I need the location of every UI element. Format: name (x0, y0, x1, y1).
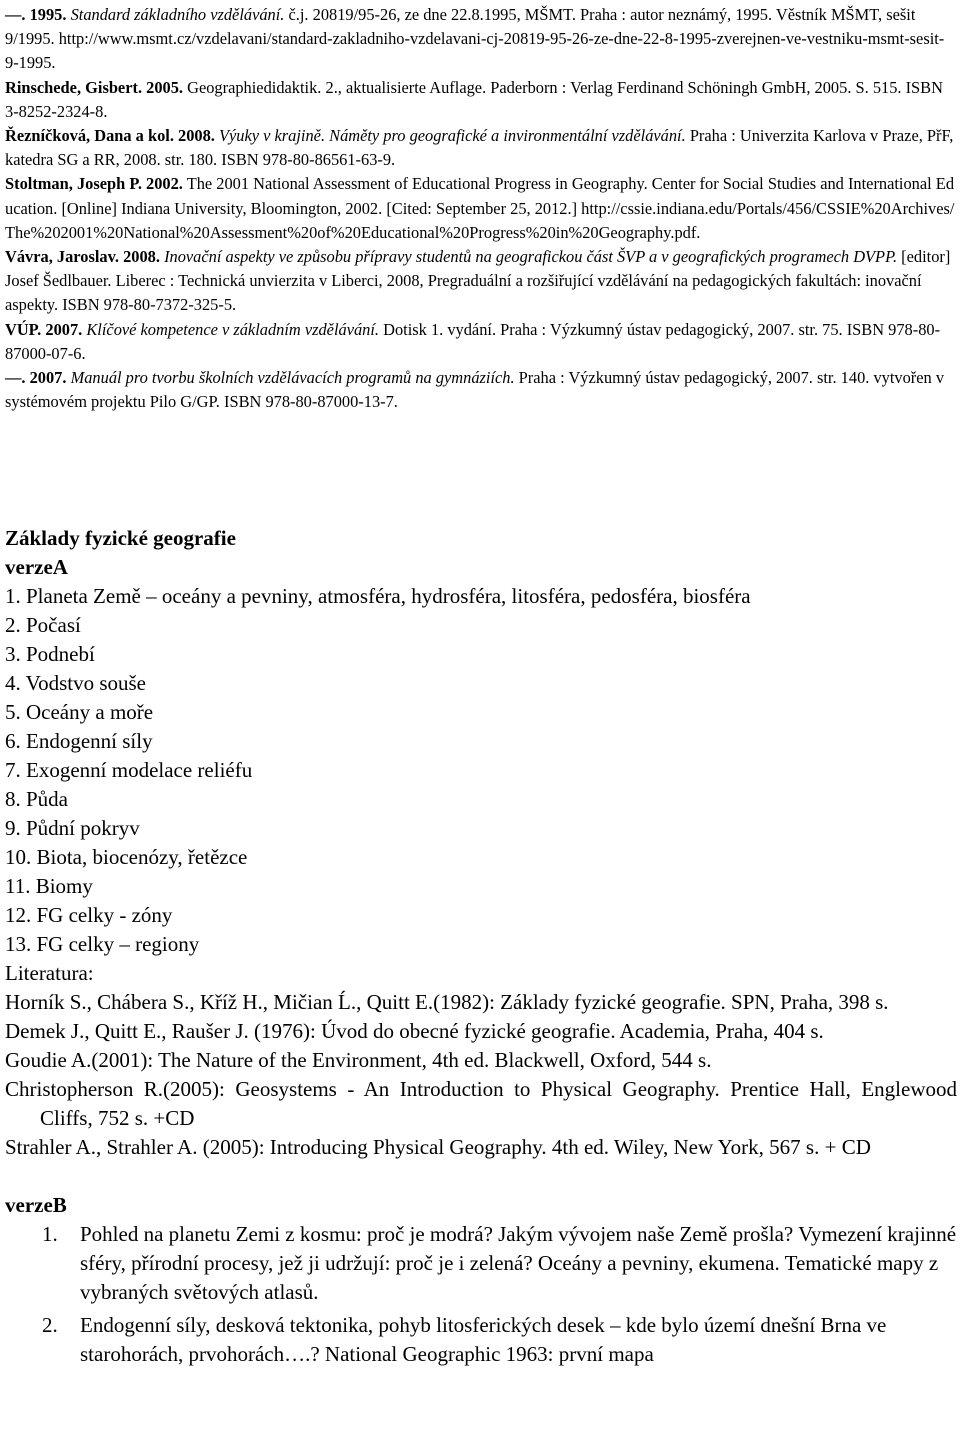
list-item (5, 1220, 957, 1307)
list-item-text: Pohled na planetu Zemi z kosmu: proč je modrá? Jakým vývojem naše Země prošla? Vymezení krajinné sféry, přírodní procesy, jež ji udržují: proč je i zelená? Oceány a pevniny, ekumena. Tematické mapy z vybraných světových atlasů. (80, 1222, 957, 1304)
reference-author: —. 2007. (5, 368, 67, 388)
literature-entry: Demek J., Quitt E., Raušer J. (1976): Úvod do obecné fyzické geografie. Academia, Praha, 404 s. (5, 1019, 824, 1043)
list-item: 2. Počasí (5, 613, 81, 637)
list-item: 3. Podnebí (5, 642, 95, 666)
literature-entry: Goudie A.(2001): The Nature of the Environment, 4th ed. Blackwell, Oxford, 544 s. (5, 1048, 712, 1072)
list-item: 13. FG celky – regiony (5, 932, 200, 956)
list-item: 11. Biomy (5, 874, 93, 898)
literature-list (5, 988, 957, 1162)
reference-author: Rinschede, Gisbert. 2005. (5, 77, 184, 97)
reference-details: Praha : Univerzita Karlova v Praze, PřF, katedra SG a RR, 2008. str. 180. ISBN 978-80-86561-63-9. (5, 126, 954, 170)
reference-title: Manuál pro tvorbu školních vzdělávacích programů na gymnáziích. (70, 368, 515, 388)
version-a-label: verzeA (5, 555, 68, 579)
topics-list-b (5, 1220, 957, 1369)
reference-title: Klíčové kompetence v základním vzdělávání. (86, 319, 380, 339)
literature-entry: Christopherson R.(2005): Geosystems - An Introduction to Physical Geography. Prentice Hall, Englewood Cliffs, 752 s. +CD (5, 1077, 957, 1130)
reference-author: —. 1995. (5, 5, 67, 24)
reference-author: Stoltman, Joseph P. 2002. (5, 174, 183, 194)
reference-details: The 2001 National Assessment of Educational Progress in Geography. Center for Social Studies and International Education. [Online] Indiana University, Bloomington, 2002. [Cited: September 25, 2012.] http://cssie.indiana.edu/Portals/456/CSSIE%20Archives/The%202001%20National%20Assessment%20of%20Educational%20Progress%20in%20Geography.pdf. (5, 174, 955, 242)
list-item: 4. Vodstvo souše (5, 671, 147, 695)
literature-entry: Strahler A., Strahler A. (2005): Introducing Physical Geography. 4th ed. Wiley, New York, 567 s. + CD (5, 1135, 871, 1159)
reference-entry (5, 318, 957, 366)
list-item-text: Endogenní síly, desková tektonika, pohyb litosferických desek – kde bylo území dnešní Brna ve starohorách, prvohorách….? National Geographic 1963: první mapa (80, 1313, 887, 1366)
list-item: 9. Půdní pokryv (5, 816, 140, 840)
list-item (5, 1311, 957, 1369)
reference-author: Řezníčková, Dana a kol. 2008. (5, 126, 215, 146)
spacer (5, 1162, 957, 1191)
list-item: 8. Půda (5, 787, 68, 811)
reference-details: č.j. 20819/95-26, ze dne 22.8.1995, MŠMT. Praha : autor neznámý, 1995. Věstník MŠMT, sešit 9/1995. http://www.msmt.cz/vzdelavani/standard-zakladniho-vzdelavani-cj-20819-95-26-ze-dne-22-8-1995-zverejnen-ve-vestniku-msmt-sesit-9-1995. (5, 5, 945, 73)
reference-author: VÚP. 2007. (5, 319, 83, 339)
list-item: 5. Oceány a moře (5, 700, 154, 724)
literature-entry: Horník S., Chábera S., Kříž H., Mičian Ĺ., Quitt E.(1982): Základy fyzické geografie. SPN, Praha, 398 s. (5, 990, 889, 1014)
reference-entry (5, 76, 957, 124)
document-page (5, 3, 957, 414)
list-number: 1. (42, 1222, 58, 1246)
section-title: Základy fyzické geografie (5, 526, 236, 550)
reference-entry (5, 366, 957, 414)
bibliography (5, 3, 957, 414)
reference-entry (5, 3, 957, 76)
list-item: 6. Endogenní síly (5, 729, 153, 753)
list-item: 1. Planeta Země – oceány a pevniny, atmosféra, hydrosféra, litosféra, pedosféra, biosféra (5, 584, 751, 608)
list-item: 7. Exogenní modelace reliéfu (5, 758, 253, 782)
version-b-label: verzeB (5, 1193, 67, 1217)
reference-details: Geographiedidaktik. 2., aktualisierte Auflage. Paderborn : Verlag Ferdinand Schöningh GmbH, 2005. S. 515. ISBN 3-8252-2324-8. (5, 77, 943, 121)
reference-author: Vávra, Jaroslav. 2008. (5, 247, 160, 267)
literature-label: Literatura: (5, 961, 94, 985)
reference-entry (5, 172, 957, 245)
topics-list-a (5, 582, 957, 959)
reference-title: Standard základního vzdělávání. (70, 5, 285, 24)
list-item: 10. Biota, biocenózy, řetězce (5, 845, 248, 869)
reference-title: Výuky v krajině. Náměty pro geografické a invironmentální vzdělávání. (219, 126, 686, 146)
reference-details: Praha : Výzkumný ústav pedagogický, 2007. str. 140. vytvořen v systémovém projektu Pilo G/GP. ISBN 978-80-87000-13-7. (5, 368, 945, 412)
list-number: 2. (42, 1313, 58, 1337)
reference-details: [editor] Josef Šedlbauer. Liberec : Technická unvierzita v Liberci, 2008, Pregraduální a rozšiřující vzdělávání na pedagogických fakultách: inovační aspekty. ISBN 978-80-7372-325-5. (5, 247, 951, 315)
course-section (5, 524, 957, 1373)
reference-entry (5, 124, 957, 172)
list-item: 12. FG celky - zóny (5, 903, 173, 927)
reference-title: Inovační aspekty ve způsobu přípravy studentů na geografickou část ŠVP a v geografických programech DVPP. (164, 247, 898, 267)
reference-details: Dotisk 1. vydání. Praha : Výzkumný ústav pedagogický, 2007. str. 75. ISBN 978-80-87000-07-6. (5, 319, 941, 363)
reference-entry (5, 245, 957, 318)
